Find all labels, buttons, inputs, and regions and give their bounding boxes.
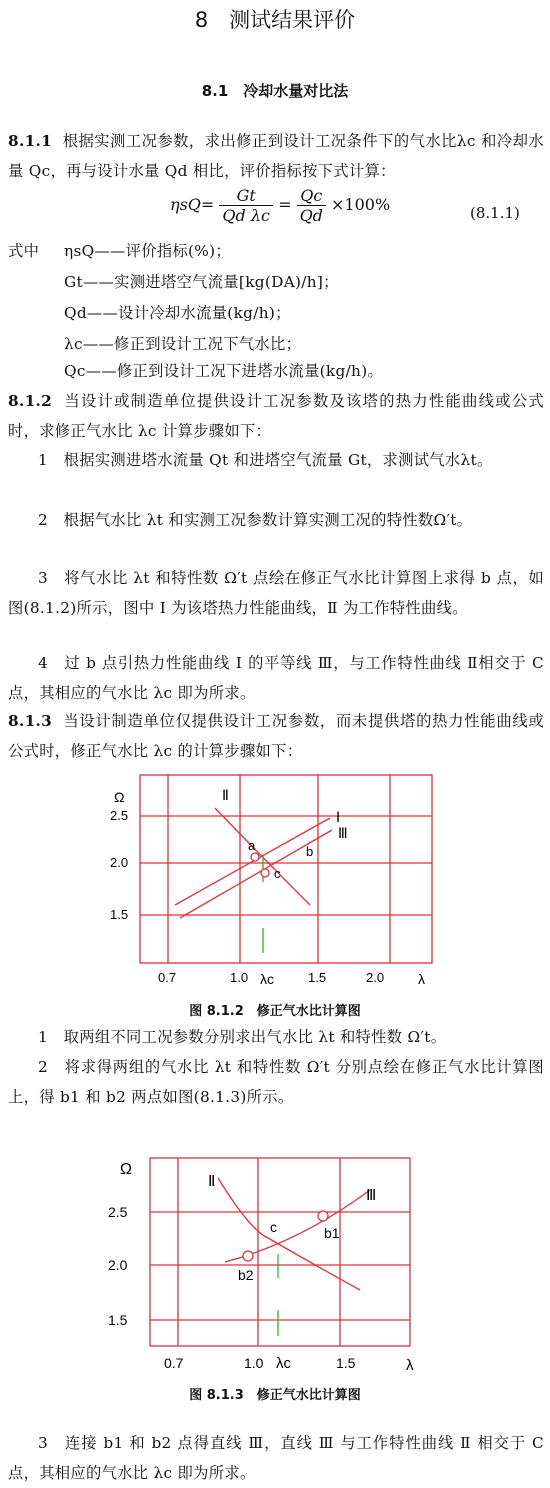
- point-b2: [243, 1251, 253, 1261]
- fraction-1: [219, 186, 273, 225]
- figure-8-1-2: [100, 770, 440, 990]
- step-item: 4 过 b 点引热力性能曲线 Ⅰ 的平等线 Ⅲ，与工作特性曲线 Ⅱ相交于 C 点，其相应的气水比 λc 即为所求。: [8, 654, 544, 702]
- y-axis-label: Ω: [114, 789, 125, 805]
- x-tick: 0.7: [158, 970, 177, 985]
- figure-8-1-3: [100, 1150, 430, 1380]
- y-tick: 2.5: [108, 1204, 128, 1220]
- x-axis-label: λ: [406, 1357, 414, 1374]
- step-item: 1 根据实测进塔水流量 Qt 和进塔空气流量 Gt，求测试气水λt。: [38, 451, 493, 469]
- section-heading: 8 测试结果评价: [194, 8, 356, 32]
- x-tick: 2.0: [366, 970, 385, 985]
- point-label: b1: [324, 1225, 340, 1241]
- curve-label: Ⅲ: [366, 1187, 377, 1204]
- y-tick: 1.5: [108, 1312, 128, 1328]
- x-tick: 1.5: [308, 970, 327, 985]
- y-tick: 2.0: [110, 855, 129, 870]
- x-tick: 1.0: [230, 970, 249, 985]
- curve-label: Ⅲ: [338, 825, 348, 841]
- definition-item: Qc——修正到设计工况下进塔水流量(kg/h)。: [64, 362, 384, 380]
- step-item: 3 将气水比 λt 和特性数 Ω′t 点绘在修正气水比计算图上求得 b 点，如图(8.1.2)所示，图中 Ⅰ 为该塔热力性能曲线，Ⅱ 为工作特性曲线。: [8, 569, 544, 617]
- clause-text: 当设计制造单位仅提供设计工况参数，而未提供塔的热力性能曲线或公式时，修正气水比 λc 的计算步骤如下：: [8, 712, 544, 760]
- point-label: b: [306, 844, 314, 859]
- definition-item: Qd——设计冷却水流量(kg/h)；: [64, 304, 291, 322]
- clause-number: 8.1.3: [8, 712, 53, 730]
- clause-number: 8.1.1: [8, 132, 53, 150]
- point-label: c: [274, 866, 281, 881]
- step-item: 1 取两组不同工况参数分别求出气水比 λt 和特性数 Ω′t。: [38, 1028, 447, 1046]
- formula-8-1-1: ηsQ= $\frac{Gt}{\text{Qd λc}}$ = $\frac{Qc}{Qd}$ ×100%: [170, 186, 391, 225]
- point-a: [251, 853, 259, 861]
- points: [243, 1211, 328, 1261]
- point-c: [261, 869, 269, 877]
- fraction-2-denominator: Qd: [299, 206, 323, 225]
- fraction-2: [297, 186, 326, 225]
- definitions-prefix: 式中: [8, 242, 40, 260]
- point-b1: [318, 1211, 328, 1221]
- y-tick: 1.5: [110, 907, 129, 922]
- y-axis-label: Ω: [120, 1161, 132, 1178]
- point-label: a: [248, 838, 256, 853]
- fraction-2-numerator: Qc: [297, 186, 326, 206]
- clause-number: 8.1.2: [8, 392, 53, 410]
- curve-label: Ⅱ: [208, 1173, 216, 1190]
- paragraph-8-1-1: [8, 126, 544, 186]
- curve-label: Ⅰ: [336, 809, 341, 825]
- paragraph-8-1-3: [8, 706, 544, 766]
- x-tick: 1.0: [244, 1355, 264, 1371]
- line-i: [175, 818, 330, 905]
- clause-text: 根据实测工况参数，求出修正到设计工况条件下的气水比λc 和冷却水量 Qc，再与设计水量 Qd 相比，评价指标按下式计算：: [8, 132, 544, 180]
- formula-lhs: ηsQ=: [170, 195, 215, 214]
- equation-number: (8.1.1): [470, 204, 520, 222]
- fraction-1-denominator: Qd λc: [222, 206, 270, 225]
- figure-caption: 图 8.1.3 修正气水比计算图: [189, 1388, 361, 1403]
- fraction-1-numerator: Gt: [219, 186, 273, 206]
- step-item: 2 根据气水比 λt 和实测工况参数计算实测工况的特性数Ω′t。: [38, 511, 473, 529]
- definition-item: λc——修正到设计工况下气水比；: [64, 335, 302, 353]
- grid: [140, 775, 432, 963]
- step-item: 2 将求得两组的气水比 λt 和特性数 Ω′t 分别点绘在修正气水比计算图上，得 b1 和 b2 两点如图(8.1.3)所示。: [8, 1058, 544, 1106]
- clause-text: 当设计或制造单位提供设计工况参数及该塔的热力性能曲线或公式时，求修正气水比 λc 计算步骤如下：: [8, 392, 545, 440]
- point-label: c: [270, 1219, 277, 1235]
- lambda-c-label: λc: [276, 1355, 291, 1372]
- figure-caption: 图 8.1.2 修正气水比计算图: [189, 1004, 361, 1019]
- curve-label: Ⅱ: [222, 787, 229, 803]
- step-item: 3 连接 b1 和 b2 点得直线 Ⅲ，直线 Ⅲ 与工作特性曲线 Ⅱ 相交于 C 点，其相应的气水比 λc 即为所求。: [8, 1434, 544, 1482]
- x-axis-label: λ: [418, 971, 425, 987]
- definition-item: ηsQ——评价指标(%)；: [64, 242, 232, 260]
- formula-tail: ×100%: [331, 195, 391, 214]
- paragraph-8-1-2: [8, 386, 544, 446]
- x-tick: 0.7: [164, 1355, 184, 1371]
- point-label: b2: [238, 1267, 254, 1283]
- lambda-c-label: λc: [260, 971, 274, 987]
- x-tick: 1.5: [336, 1355, 356, 1371]
- sub-heading: 8.1 冷却水量对比法: [201, 82, 349, 100]
- y-tick: 2.5: [110, 808, 129, 823]
- y-tick: 2.0: [108, 1257, 128, 1273]
- definition-item: Gt——实测进塔空气流量[kg(DA)/h]；: [64, 273, 339, 291]
